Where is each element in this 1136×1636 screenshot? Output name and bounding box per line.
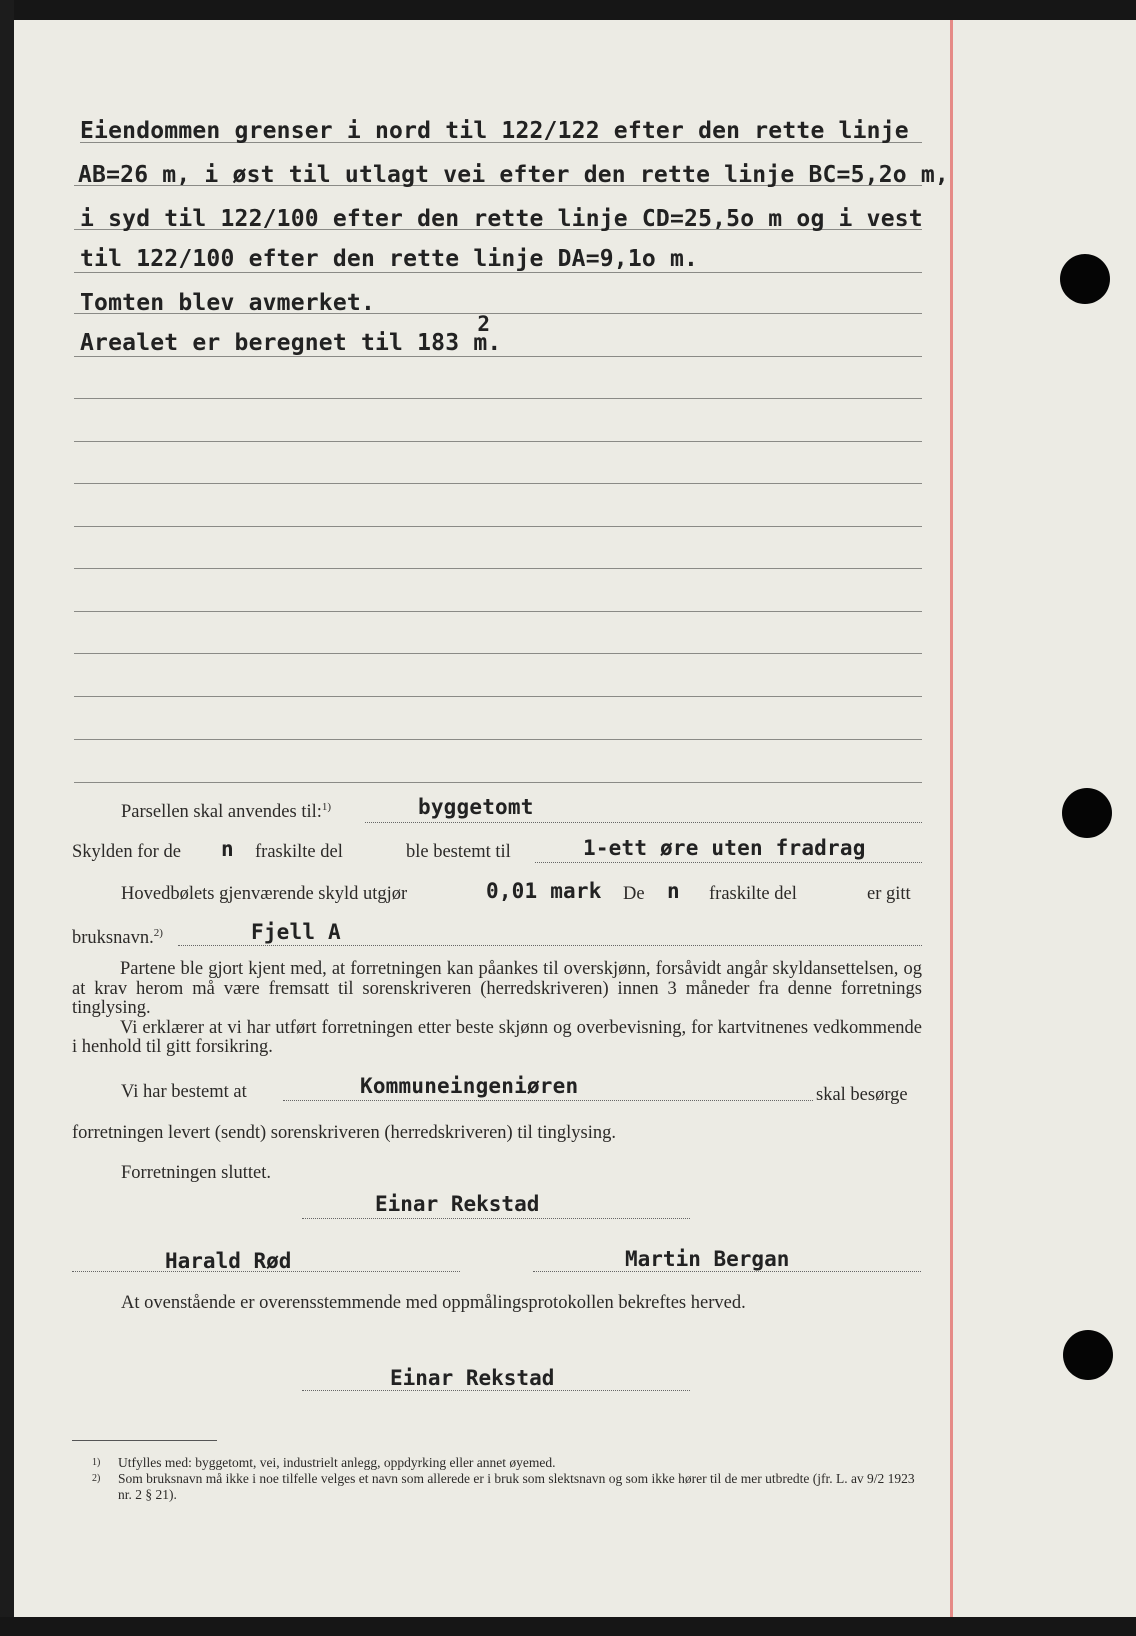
skylden-n: n — [221, 837, 234, 861]
parsellen-label-text: Parsellen skal anvendes til: — [121, 802, 322, 823]
hovedbol-value: 0,01 mark — [486, 879, 602, 903]
description-line-1: Eiendommen grenser i nord til 122/122 efter den rette linje — [80, 118, 909, 144]
footnotes — [92, 1455, 928, 1503]
scan-border-top — [0, 0, 1136, 20]
skylden-prefix: Skylden for de — [72, 842, 181, 862]
description-line-2: AB=26 m, i øst til utlagt vei efter den rette linje BC=5,2o m, — [78, 162, 949, 188]
area-text: Arealet er beregnet til 183 — [80, 330, 460, 356]
bestemt-prefix: Vi har bestemt at — [121, 1082, 247, 1102]
skylden-mid2: ble bestemt til — [406, 842, 511, 862]
ruled-line — [74, 483, 922, 484]
bruksnavn-label — [72, 927, 163, 949]
punch-hole-icon — [1060, 254, 1110, 304]
area-superscript: 2 — [477, 312, 491, 336]
footnote-ref: 2) — [153, 927, 163, 939]
description-line-3: i syd til 122/100 efter den rette linje CD=25,5o m og i vest — [80, 206, 923, 232]
signature-3: Martin Bergan — [625, 1247, 790, 1271]
ruled-line — [74, 356, 922, 357]
signature-1: Einar Rekstad — [375, 1192, 540, 1216]
signature-line — [533, 1271, 921, 1272]
footnote-ref: 1) — [321, 801, 332, 813]
ruled-line — [74, 739, 922, 740]
field-line — [365, 822, 922, 823]
ruled-line — [74, 568, 922, 569]
signature-line — [72, 1271, 460, 1272]
description-line-6 — [80, 312, 502, 356]
description-line-5: Tomten blev avmerket. — [80, 290, 375, 316]
parsellen-label — [121, 801, 331, 823]
hovedbol-fraskilte: fraskilte del — [709, 884, 797, 904]
bruksnavn-label-text: bruksnavn. — [72, 928, 154, 949]
bruksnavn-value: Fjell A — [251, 920, 341, 944]
skylden-value: 1-ett øre uten fradrag — [583, 836, 866, 860]
declaration-paragraph: Vi erklærer at vi har utført forretningen etter beste skjønn og overbevisning, for kartvitnenes vedkommende i henhold til gitt forsikring. — [72, 1017, 922, 1057]
parsellen-value: byggetomt — [418, 795, 534, 819]
levert-line: forretningen levert (sendt) sorenskriveren (herredskriveren) til tinglysing. — [72, 1123, 617, 1143]
hovedbol-n: n — [667, 879, 680, 903]
scan-border-left — [0, 0, 14, 1636]
footnote-mark: 1) — [92, 1457, 101, 1468]
signature-4: Einar Rekstad — [390, 1366, 555, 1390]
margin-line — [950, 20, 953, 1617]
bestemt-suffix: skal besørge — [816, 1085, 908, 1105]
signature-line — [302, 1390, 690, 1391]
ruled-line — [74, 611, 922, 612]
field-line — [178, 945, 922, 946]
footnote-divider — [72, 1440, 217, 1441]
field-line — [283, 1100, 813, 1101]
signature-2: Harald Rød — [165, 1249, 292, 1273]
punch-hole-icon — [1062, 788, 1112, 838]
ruled-line — [74, 272, 922, 273]
scan-border-bottom — [0, 1617, 1136, 1636]
appeal-notice — [72, 960, 922, 1058]
attest-line: At ovenstående er overensstemmende med oppmålingsprotokollen bekreftes herved. — [121, 1293, 746, 1313]
hovedbol-gitt: er gitt — [867, 884, 911, 904]
signature-line — [302, 1218, 690, 1219]
hovedbol-de: De — [623, 884, 645, 904]
footnote-2 — [92, 1471, 928, 1503]
punch-hole-icon — [1063, 1330, 1113, 1380]
ruled-line — [74, 782, 922, 783]
ruled-line — [74, 526, 922, 527]
footnote-mark: 2) — [92, 1473, 101, 1484]
footnote-1 — [92, 1455, 928, 1471]
footnote-text: Utfylles med: byggetomt, vei, industrielt anlegg, oppdyrking eller annet øyemed. — [118, 1455, 556, 1470]
ruled-line — [74, 653, 922, 654]
ruled-line — [74, 398, 922, 399]
area-unit: m. — [473, 330, 502, 356]
ruled-line — [74, 441, 922, 442]
ruled-line — [74, 696, 922, 697]
field-line — [535, 862, 922, 863]
skylden-mid: fraskilte del — [255, 842, 343, 862]
sluttet-line: Forretningen sluttet. — [121, 1163, 272, 1183]
hovedbol-label: Hovedbølets gjenværende skyld utgjør — [121, 884, 408, 904]
appeal-paragraph: Partene ble gjort kjent med, at forretningen kan påankes til overskjønn, forsåvidt angår skyldansettelsen, og at krav herom må være fremsatt til sorenskriveren (herredskriveren) innen 3 måneder fra denne forretnings tinglysing. — [72, 959, 922, 1018]
footnote-text: Som bruksnavn må ikke i noe tilfelle velges et navn som allerede er i bruk som slektsnavn og som ikke hører til de mer utbredte (jfr. L. av 9/2 1923 nr. 2 § 21). — [118, 1471, 915, 1502]
bestemt-value: Kommuneingeniøren — [360, 1074, 579, 1098]
description-line-4: til 122/100 efter den rette linje DA=9,1o m. — [80, 246, 699, 272]
